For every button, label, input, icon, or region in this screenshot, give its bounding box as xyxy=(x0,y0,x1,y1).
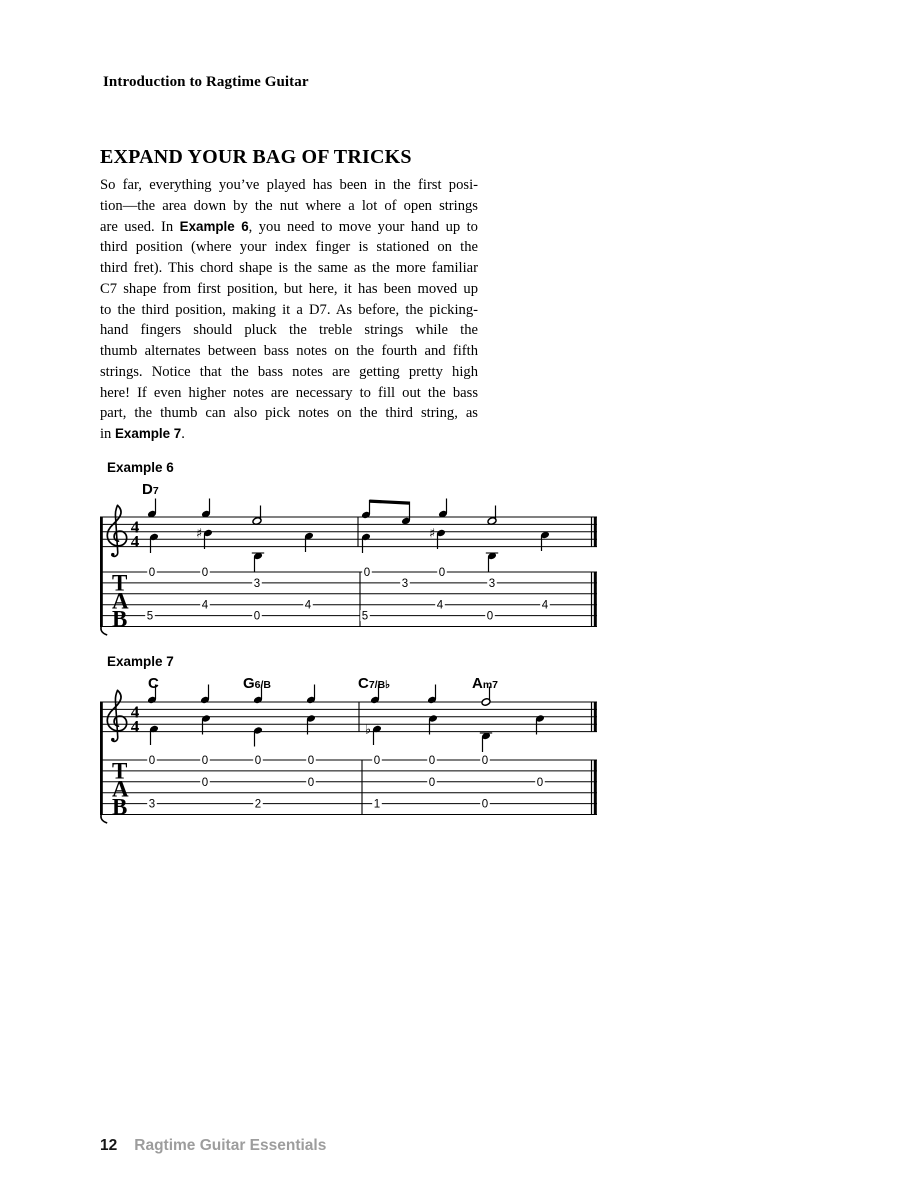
tab-clef: B xyxy=(112,606,128,632)
tab-number: 0 xyxy=(428,776,436,789)
treble-clef-icon xyxy=(111,738,114,741)
example-label: Example 6 xyxy=(107,460,174,475)
example-reference: Example 6 xyxy=(179,218,249,234)
example-1-music xyxy=(100,460,597,635)
final-barline-thick xyxy=(594,760,597,815)
tab-number: 0 xyxy=(307,755,315,767)
accidental: ♯ xyxy=(195,526,203,542)
section-heading: EXPAND YOUR BAG OF TRICKS xyxy=(100,146,412,168)
tab-number: 0 xyxy=(373,755,381,767)
tab-number: 4 xyxy=(541,599,549,612)
tab-clef: T xyxy=(112,758,128,784)
page-footer xyxy=(100,1137,326,1155)
example-label: Example 7 xyxy=(107,654,174,669)
paragraph-text: tion—the area down by the nut where a lot of open strings xyxy=(100,197,478,214)
example-2-music xyxy=(100,654,597,823)
tab-number: 3 xyxy=(488,577,496,590)
tab-number: 4 xyxy=(436,599,444,612)
chord-symbol: Am7 xyxy=(472,675,499,692)
paragraph-text: . xyxy=(181,426,185,442)
accidental: ♭ xyxy=(364,722,372,738)
paragraph-text: strings. Notice that the bass notes are getting pretty high xyxy=(100,363,478,380)
tab-number: 3 xyxy=(148,798,156,811)
tab-clef: T xyxy=(112,570,128,596)
system-bracket xyxy=(100,702,103,816)
tab-number: 2 xyxy=(254,798,262,811)
tab-number: 0 xyxy=(307,776,315,789)
time-signature-top: 4 xyxy=(130,517,140,537)
paragraph-text: third position (where your index finger is stationed on the xyxy=(100,239,478,256)
tab-number: 0 xyxy=(481,755,489,767)
tab-number: 0 xyxy=(201,776,209,789)
tab-number: 4 xyxy=(201,599,209,612)
chord-symbol: C xyxy=(148,675,159,692)
paragraph-text: in xyxy=(100,426,115,442)
chord-symbol: D7 xyxy=(142,481,159,498)
tab-clef: A xyxy=(112,776,129,802)
final-barline-thick xyxy=(594,517,597,547)
paragraph-text: here! If even higher notes are necessary to fill out the bass xyxy=(100,384,478,401)
tab-number: 0 xyxy=(486,610,494,623)
paragraph-text: hand fingers should pluck the treble strings while the xyxy=(100,322,478,339)
tab-number: 0 xyxy=(201,755,209,767)
bracket-curl xyxy=(101,627,107,636)
paragraph-text: So far, everything you’ve played has been in the first posi- xyxy=(100,177,478,193)
tab-number: 0 xyxy=(363,567,371,579)
paragraph-text: third fret). This chord shape is the same as the more familiar xyxy=(100,260,478,276)
time-signature-bottom: 4 xyxy=(130,717,140,737)
chord-symbol: G6/B xyxy=(243,675,272,692)
tab-number: 5 xyxy=(361,610,369,623)
treble-clef-icon xyxy=(111,553,114,556)
tab-number: 0 xyxy=(438,567,446,579)
tab-number: 0 xyxy=(254,755,262,767)
paragraph-text: are used. In xyxy=(100,218,180,235)
running-head: Introduction to Ragtime Guitar xyxy=(103,74,309,90)
paragraph-text: to the third position, making it a D7. As before, the picking- xyxy=(100,301,478,318)
book-title: Ragtime Guitar Essentials xyxy=(134,1137,327,1154)
system-bracket xyxy=(100,517,103,628)
paragraph-text: thumb alternates between bass notes on the fourth and fifth xyxy=(100,343,478,359)
tab-number: 0 xyxy=(481,798,489,811)
tab-clef: A xyxy=(112,588,129,614)
tab-number: 0 xyxy=(148,567,156,579)
tab-number: 3 xyxy=(401,577,409,590)
treble-clef-icon xyxy=(112,690,118,741)
final-barline-thick xyxy=(594,572,597,627)
tab-number: 4 xyxy=(304,599,312,612)
paragraph-text: C7 shape from first position, but here, it has been moved up xyxy=(100,280,478,297)
tab-number: 5 xyxy=(146,610,154,623)
tab-number: 0 xyxy=(428,755,436,767)
tab-number: 0 xyxy=(253,610,261,623)
tab-number: 3 xyxy=(253,577,261,590)
accidental: ♯ xyxy=(428,526,436,542)
paragraph-text: , you need to move your hand up to xyxy=(248,218,478,235)
chord-symbol: C7/B♭ xyxy=(358,675,391,692)
time-signature-bottom: 4 xyxy=(130,532,140,552)
paragraph-text: part, the thumb can also pick notes on the third string, as xyxy=(100,405,478,422)
tab-number: 1 xyxy=(373,798,381,811)
tab-number: 0 xyxy=(148,755,156,767)
treble-clef-icon xyxy=(112,505,118,556)
bracket-curl xyxy=(101,815,107,824)
final-barline-thick xyxy=(594,702,597,732)
page-number: 12 xyxy=(100,1137,118,1154)
tab-number: 0 xyxy=(201,567,209,579)
time-signature-top: 4 xyxy=(130,702,140,722)
example-reference: Example 7 xyxy=(115,426,182,441)
tab-number: 0 xyxy=(536,776,544,789)
tab-clef: B xyxy=(112,794,128,820)
beam xyxy=(369,500,409,505)
